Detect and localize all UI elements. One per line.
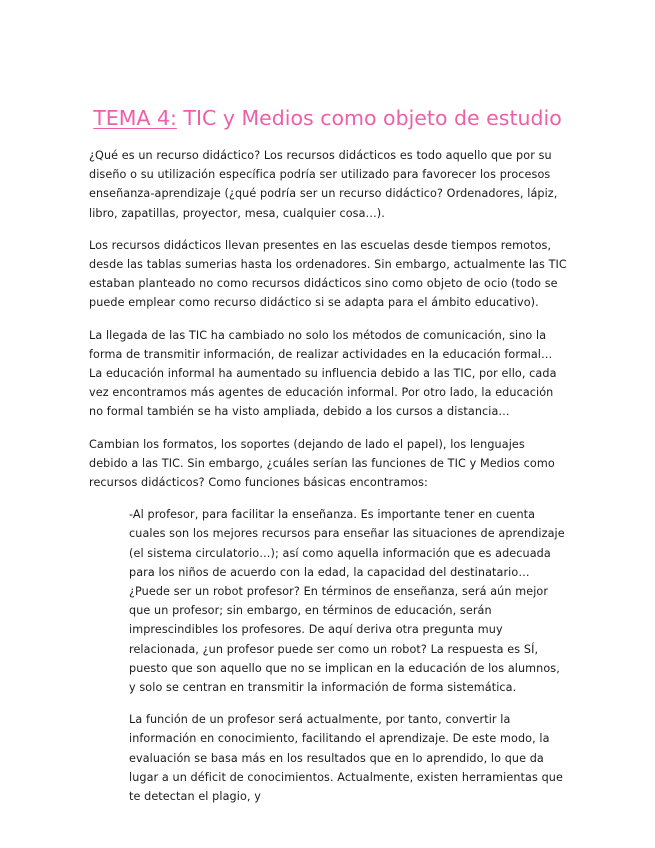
paragraph-functions-intro: Cambian los formatos, los soportes (dejando de lado el papel), los lenguajes debido a las TIC. Sin embargo, ¿cuáles serían las funciones de TIC y Medios como recursos didácticos? Como funciones básicas encontramos: — [89, 437, 555, 490]
document-body — [89, 146, 567, 819]
title-text: TIC y Medios como objeto de estudio — [176, 106, 562, 130]
page-title — [0, 104, 655, 132]
paragraph-teacher-role: La función de un profesor será actualmente, por tanto, convertir la información en conocimiento, facilitando el aprendizaje. De este modo, la evaluación se basa más en los resultados que en lo aprendido, lo que da lugar a un déficit de conocimientos. Actualmente, existen herramientas que te detectan el plagio, y — [129, 713, 563, 804]
title-topic-number: TEMA 4: — [93, 106, 177, 130]
paragraph-intro: ¿Qué es un recurso didáctico? Los recursos didácticos es todo aquello que por su diseño o su utilización específica podría ser utilizado para favorecer los procesos enseñanza-aprendizaje (¿qué podría ser un recurso didáctico? Ordenadores, lápiz, libro, zapatillas, proyector, mesa, cualquier cosa…). — [89, 149, 558, 220]
paragraph-teacher-function: -Al profesor, para facilitar la enseñanza. Es importante tener en cuenta cuales son los mejores recursos para enseñar las situaciones de aprendizaje (el sistema circulatorio…); así como aquella información que es adecuada para los niños de acuerdo con la edad, la capacidad del destinatario… ¿Puede ser un robot profesor? En términos de enseñanza, será aún mejor que un profesor; sin embargo, en términos de educación, serán imprescindibles los profesores. De aquí deriva otra pregunta muy relacionada, ¿un profesor puede ser como un robot? La respuesta es SÍ, puesto que son aquello que no se implican en la educación de los alumnos, y solo se centran en transmitir la información de forma sistemática. — [129, 508, 565, 695]
paragraph-history: Los recursos didácticos llevan presentes en las escuelas desde tiempos remotos, desde las tablas sumerias hasta los ordenadores. Sin embargo, actualmente las TIC estaban planteado no como recursos didácticos sino como objeto de ocio (todo se puede emplear como recurso didáctico si se adapta para el ámbito educativo). — [89, 238, 567, 310]
paragraph-tic-arrival: La llegada de las TIC ha cambiado no solo los métodos de comunicación, sino la forma de transmitir información, de realizar actividades en la educación formal… La educación informal ha aumentado su influencia debido a las TIC, por ello, cada vez encontramos más agentes de educación informal. Por otro lado, la educación no formal también se ha visto ampliada, debido a los cursos a distancia… — [89, 328, 557, 419]
